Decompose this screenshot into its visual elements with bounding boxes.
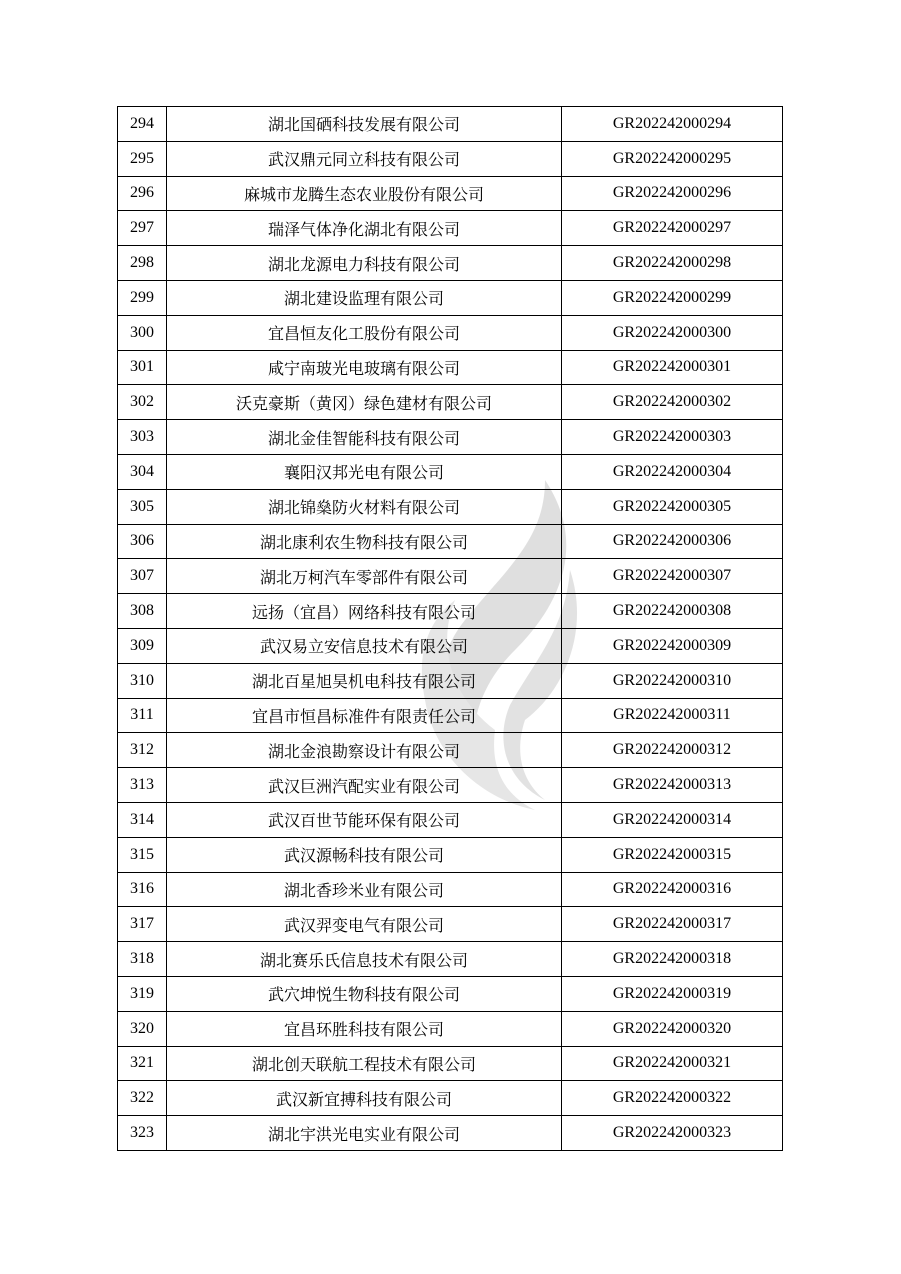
company-name: 武汉巨洲汽配实业有限公司 <box>167 768 562 803</box>
company-name: 沃克豪斯（黄冈）绿色建材有限公司 <box>167 385 562 420</box>
certificate-number: GR202242000321 <box>562 1046 783 1081</box>
company-name: 瑞泽气体净化湖北有限公司 <box>167 211 562 246</box>
certificate-number: GR202242000312 <box>562 733 783 768</box>
row-number: 316 <box>118 872 167 907</box>
table-row <box>118 211 783 246</box>
certificate-number: GR202242000295 <box>562 141 783 176</box>
company-name: 湖北金佳智能科技有限公司 <box>167 420 562 455</box>
company-name: 湖北金浪勘察设计有限公司 <box>167 733 562 768</box>
table-row <box>118 141 783 176</box>
row-number: 297 <box>118 211 167 246</box>
certificate-number: GR202242000307 <box>562 559 783 594</box>
row-number: 323 <box>118 1116 167 1151</box>
row-number: 320 <box>118 1011 167 1046</box>
certificate-number: GR202242000314 <box>562 802 783 837</box>
certificate-number: GR202242000306 <box>562 524 783 559</box>
row-number: 303 <box>118 420 167 455</box>
company-name: 湖北创天联航工程技术有限公司 <box>167 1046 562 1081</box>
row-number: 310 <box>118 663 167 698</box>
row-number: 319 <box>118 976 167 1011</box>
certificate-number: GR202242000302 <box>562 385 783 420</box>
certificate-number: GR202242000308 <box>562 594 783 629</box>
certificate-number: GR202242000301 <box>562 350 783 385</box>
table-row <box>118 837 783 872</box>
company-name: 湖北国硒科技发展有限公司 <box>167 107 562 142</box>
row-number: 309 <box>118 628 167 663</box>
certificate-number: GR202242000294 <box>562 107 783 142</box>
company-name: 宜昌恒友化工股份有限公司 <box>167 315 562 350</box>
row-number: 296 <box>118 176 167 211</box>
row-number: 307 <box>118 559 167 594</box>
table-row <box>118 1081 783 1116</box>
certificate-number: GR202242000320 <box>562 1011 783 1046</box>
table-row <box>118 489 783 524</box>
table-row <box>118 524 783 559</box>
row-number: 312 <box>118 733 167 768</box>
row-number: 315 <box>118 837 167 872</box>
table-row <box>118 802 783 837</box>
row-number: 318 <box>118 942 167 977</box>
company-name: 宜昌市恒昌标准件有限责任公司 <box>167 698 562 733</box>
company-name: 湖北赛乐氏信息技术有限公司 <box>167 942 562 977</box>
table-row <box>118 559 783 594</box>
row-number: 321 <box>118 1046 167 1081</box>
certificate-number: GR202242000322 <box>562 1081 783 1116</box>
row-number: 294 <box>118 107 167 142</box>
company-name: 湖北建设监理有限公司 <box>167 280 562 315</box>
company-name: 湖北宇洪光电实业有限公司 <box>167 1116 562 1151</box>
company-name: 武汉鼎元同立科技有限公司 <box>167 141 562 176</box>
table-row <box>118 350 783 385</box>
row-number: 301 <box>118 350 167 385</box>
table-row <box>118 1011 783 1046</box>
certificate-number: GR202242000305 <box>562 489 783 524</box>
company-name: 襄阳汉邦光电有限公司 <box>167 454 562 489</box>
row-number: 306 <box>118 524 167 559</box>
row-number: 295 <box>118 141 167 176</box>
table-row <box>118 176 783 211</box>
table-row <box>118 1046 783 1081</box>
company-list-table <box>117 106 783 1151</box>
certificate-number: GR202242000318 <box>562 942 783 977</box>
certificate-number: GR202242000303 <box>562 420 783 455</box>
table-row <box>118 385 783 420</box>
row-number: 317 <box>118 907 167 942</box>
certificate-number: GR202242000319 <box>562 976 783 1011</box>
table-row <box>118 1116 783 1151</box>
row-number: 322 <box>118 1081 167 1116</box>
row-number: 305 <box>118 489 167 524</box>
row-number: 304 <box>118 454 167 489</box>
row-number: 311 <box>118 698 167 733</box>
row-number: 302 <box>118 385 167 420</box>
table-row <box>118 454 783 489</box>
row-number: 308 <box>118 594 167 629</box>
certificate-number: GR202242000309 <box>562 628 783 663</box>
company-name: 湖北百星旭昊机电科技有限公司 <box>167 663 562 698</box>
table-row <box>118 420 783 455</box>
row-number: 313 <box>118 768 167 803</box>
table-row <box>118 663 783 698</box>
certificate-number: GR202242000310 <box>562 663 783 698</box>
company-name: 武穴坤悦生物科技有限公司 <box>167 976 562 1011</box>
company-name: 武汉羿变电气有限公司 <box>167 907 562 942</box>
company-name: 远扬（宜昌）网络科技有限公司 <box>167 594 562 629</box>
table-row <box>118 698 783 733</box>
company-name: 宜昌环胜科技有限公司 <box>167 1011 562 1046</box>
certificate-number: GR202242000315 <box>562 837 783 872</box>
company-name: 湖北万柯汽车零部件有限公司 <box>167 559 562 594</box>
company-name: 武汉源畅科技有限公司 <box>167 837 562 872</box>
table-row <box>118 907 783 942</box>
table-row <box>118 107 783 142</box>
certificate-number: GR202242000311 <box>562 698 783 733</box>
company-name: 湖北康利农生物科技有限公司 <box>167 524 562 559</box>
certificate-number: GR202242000304 <box>562 454 783 489</box>
table-row <box>118 942 783 977</box>
table-row <box>118 280 783 315</box>
certificate-number: GR202242000300 <box>562 315 783 350</box>
company-name: 湖北香珍米业有限公司 <box>167 872 562 907</box>
certificate-number: GR202242000299 <box>562 280 783 315</box>
table-row <box>118 246 783 281</box>
table-row <box>118 594 783 629</box>
company-name: 湖北锦燊防火材料有限公司 <box>167 489 562 524</box>
company-name: 武汉百世节能环保有限公司 <box>167 802 562 837</box>
row-number: 300 <box>118 315 167 350</box>
certificate-number: GR202242000298 <box>562 246 783 281</box>
certificate-number: GR202242000297 <box>562 211 783 246</box>
table-row <box>118 976 783 1011</box>
table-row <box>118 628 783 663</box>
certificate-number: GR202242000313 <box>562 768 783 803</box>
certificate-number: GR202242000317 <box>562 907 783 942</box>
table-row <box>118 315 783 350</box>
row-number: 299 <box>118 280 167 315</box>
company-name: 湖北龙源电力科技有限公司 <box>167 246 562 281</box>
row-number: 314 <box>118 802 167 837</box>
certificate-number: GR202242000296 <box>562 176 783 211</box>
company-name: 咸宁南玻光电玻璃有限公司 <box>167 350 562 385</box>
certificate-number: GR202242000316 <box>562 872 783 907</box>
certificate-number: GR202242000323 <box>562 1116 783 1151</box>
table-row <box>118 768 783 803</box>
row-number: 298 <box>118 246 167 281</box>
table-row <box>118 733 783 768</box>
company-name: 武汉易立安信息技术有限公司 <box>167 628 562 663</box>
company-name: 武汉新宜搏科技有限公司 <box>167 1081 562 1116</box>
table-row <box>118 872 783 907</box>
table-body <box>118 107 783 1151</box>
company-name: 麻城市龙腾生态农业股份有限公司 <box>167 176 562 211</box>
